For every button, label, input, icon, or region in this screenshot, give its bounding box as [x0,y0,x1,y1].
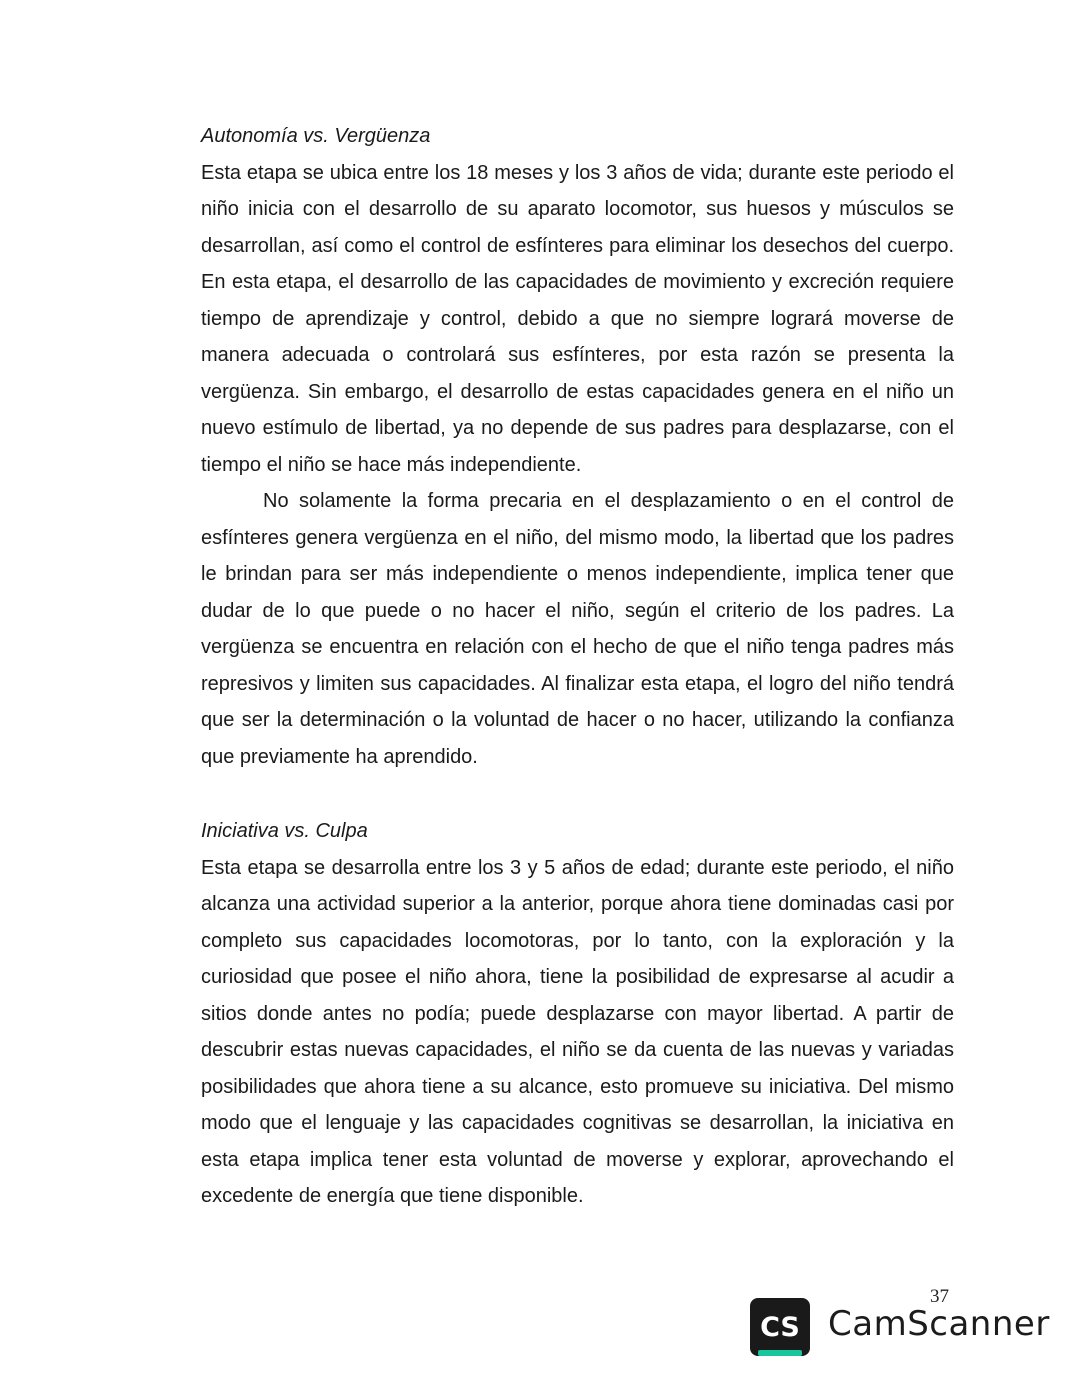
section-heading: Iniciativa vs. Culpa [201,820,368,842]
paragraph: Esta etapa se desarrolla entre los 3 y 5 años de edad; durante este periodo, el niño alcanza una actividad superior a la anterior, porque ahora tiene dominadas casi por completo sus capacidades locomotoras, por lo tanto, con la exploración y la curiosidad que posee el niño ahora, tiene la posibilidad de expresarse al acudir a sitios donde antes no podía; puede desplazarse con mayor libertad. A partir de descubrir estas nuevas capacidades, el niño se da cuenta de las nuevas y variadas posibilidades que ahora tiene a su alcance, esto promueve su iniciativa. Del mismo modo que el lenguaje y las capacidades cognitivas se desarrollan, la iniciativa en esta etapa implica tener esta voluntad de moverse y explorar, aprovechando el excedente de energía que tiene disponible. [201,856,954,1207]
logo-text: CS [760,1312,800,1343]
section-heading: Autonomía vs. Vergüenza [201,125,431,147]
brand-name: CamScanner [828,1304,1050,1344]
camscanner-watermark [750,1296,1050,1358]
paragraph: Esta etapa se ubica entre los 18 meses y los 3 años de vida; durante este periodo el niño inicia con el desarrollo de su aparato locomotor, sus huesos y músculos se desarrollan, así como el control de esfínteres para eliminar los desechos del cuerpo. En esta etapa, el desarrollo de las capacidades de movimiento y excreción requiere tiempo de aprendizaje y control, debido a que no siempre logrará moverse de manera adecuada o controlará sus esfínteres, por esta razón se presenta la vergüenza. Sin embargo, el desarrollo de estas capacidades genera en el niño un nuevo estímulo de libertad, ya no depende de sus padres para desplazarse, con el tiempo el niño se hace más independiente. [201,161,954,476]
section-autonomia [201,118,954,775]
paragraph: No solamente la forma precaria en el desplazamiento o en el control de esfínteres genera vergüenza en el niño, del mismo modo, la libertad que los padres le brindan para ser más independiente o menos independiente, implica tener que dudar de lo que puede o no hacer el niño, según el criterio de los padres. La vergüenza se encuentra en relación con el hecho de que el niño tenga padres más represivos y limiten sus capacidades. Al finalizar esta etapa, el logro del niño tendrá que ser la determinación o la voluntad de hacer o no hacer, utilizando la confianza que previamente ha aprendido. [201,490,954,768]
page-number: 37 [930,1286,949,1307]
section-iniciativa [201,813,954,1215]
camscanner-logo-icon [750,1298,810,1356]
